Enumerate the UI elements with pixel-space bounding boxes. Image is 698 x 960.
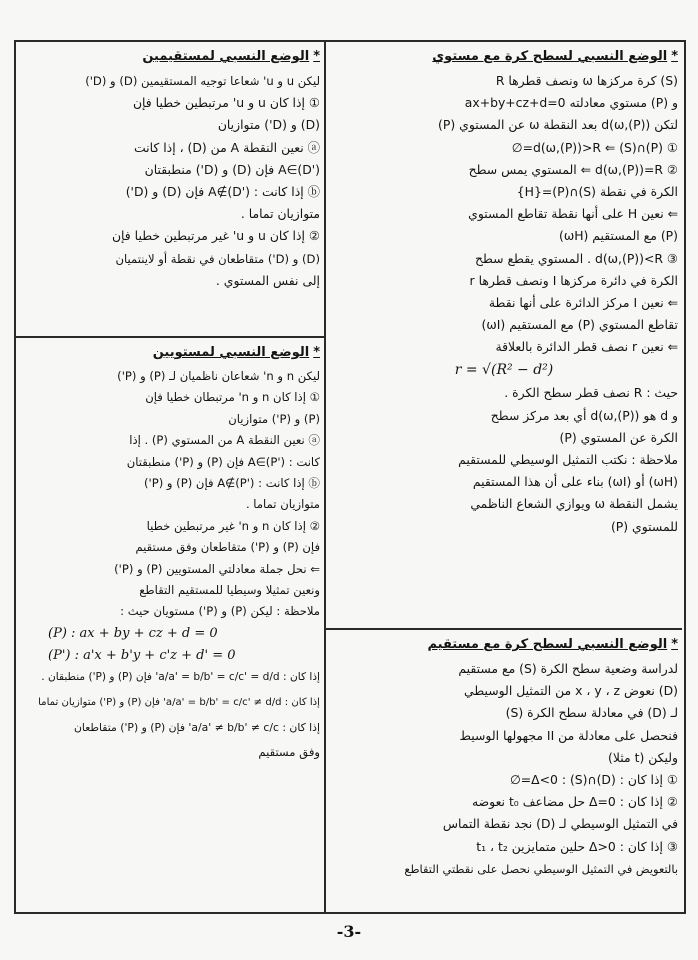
text-line: فإن (P) و (P') متقاطعان وفق مستقيم	[135, 540, 320, 555]
section-title-two-lines: * الوضع النسبي لمستقيمين	[18, 44, 320, 70]
section-title-sphere-line: * الوضع النسبي لسطح كرة مع مستقيم	[330, 632, 678, 658]
text-line: ليكن n و n' شعاعان ناظميان لـ (P) و (P')	[117, 369, 320, 383]
text-line: إلى نفس المستوي .	[215, 272, 320, 288]
text-line: ⓐ نعين النقطة A من المستوي (P) . إذا	[129, 433, 320, 448]
left-column-lower	[18, 340, 320, 910]
radius-formula: r = √(R² − d²)	[454, 362, 554, 379]
text-line: ① d(ω,(P))>R ⇐ (S)∩(P)=∅	[511, 139, 678, 155]
text-line: بالتعويض في التمثيل الوسيطي نحصل على نقطتي التقاطع	[404, 861, 678, 876]
text-line: ③ d(ω,(P))<R . المستوي يقطع سطح	[474, 250, 678, 266]
text-line: A∈(D') فإن (D) و (D') منطبقتان	[144, 161, 320, 177]
condition-line: إذا كان : a/a' = b/b' = c/c' ≠ d/d' فإن (P) و (P') متوازيان تماما	[38, 696, 320, 708]
text-line: متوازيان تماما .	[240, 206, 320, 222]
note-line: ملاحظة : نكتب التمثيل الوسيطي للمستقيم	[458, 452, 678, 467]
right-column-lower	[330, 632, 678, 908]
column-divider	[324, 40, 326, 914]
text-line: ② إذا كان : Δ=0 حل مضاعف t₀ نعوضه	[472, 794, 678, 810]
page-number: -3-	[336, 922, 362, 941]
text-line: لدراسة وضعية سطح الكرة (S) مع مستقيم	[458, 661, 678, 676]
section-title-sphere-plane: * الوضع النسبي لسطح كرة مع مستوي	[330, 44, 678, 70]
text-line: كانت : A∈(P') فإن (P) و (P') منطبقتان	[126, 454, 320, 469]
text-line: ② إذا كان n و n' غير مرتبطين خطيا	[146, 518, 320, 533]
text-line: ⇐ نعين H على أنها نقطة تقاطع المستوي	[468, 206, 678, 222]
text-line: متوازيان تماما .	[245, 497, 320, 512]
text-line: للمستوي (P)	[610, 518, 678, 534]
text-line: (D) نعوض x ، y ، z من التمثيل الوسيطي	[464, 683, 678, 699]
condition-line: وفق مستقيم	[258, 744, 320, 759]
text-line: ③ إذا كان : Δ>0 حلين متمايزين t₁ ، t₂	[476, 838, 678, 854]
text-line: الكرة في دائرة مركزها I ونصف قطرها r	[469, 272, 678, 288]
plane-equation-p-prime: (P') : a'x + b'y + c'z + d' = 0	[48, 647, 236, 663]
plane-equation-p: (P) : ax + by + cz + d = 0	[48, 625, 218, 641]
text-line: ⓐ نعين النقطة A من (D) ، إذا كانت	[134, 139, 320, 155]
text-line: فنحصل على معادلة من II مجهولها الوسيط	[459, 727, 678, 743]
right-column	[330, 44, 678, 628]
right-section-divider	[326, 628, 682, 630]
text-line: الكرة في نقطة (S)∩(P)={H}	[516, 183, 678, 199]
text-line: ونعين تمثيلا وسيطيا للمستقيم التقاطع	[139, 582, 320, 597]
text-line: حيث : R نصف قطر سطح الكرة .	[504, 385, 678, 401]
left-column-upper	[18, 44, 320, 334]
text-line: ② d(ω,(P))=R ⇐ المستوي يمس سطح	[468, 161, 678, 177]
text-line: وليكن (t مثلا)	[608, 749, 678, 765]
text-line: (P) مع المستقيم (ωH)	[558, 228, 678, 244]
text-line: (P) و (P') متوازيان	[228, 411, 320, 426]
text-line: (D) و (D') متوازيان	[217, 117, 320, 133]
text-line: و (P) مستوي معادلته ax+by+cz+d=0	[464, 95, 678, 111]
text-line: و d هو d(ω,(P)) أي بعد مركز سطح	[490, 407, 678, 423]
text-line: ① إذا كان n و n' مرتبطان خطيا فإن	[145, 390, 320, 405]
text-line: لـ (D) في معادلة سطح الكرة (S)	[505, 705, 678, 721]
text-line: ⓑ إذا كانت : A∉(D') فإن (D) و (D')	[125, 183, 320, 199]
left-section-divider	[14, 336, 324, 338]
text-line: ليكن u و u' شعاعا توجيه المستقيمين (D) و (D')	[85, 74, 320, 88]
text-line: في التمثيل الوسيطي لـ (D) نجد نقطة التماس	[442, 816, 678, 832]
text-line: ⓑ إذا كانت : A∉(P') فإن (P) و (P')	[143, 475, 320, 490]
text-line: ⇐ نحل جملة معادلتي المستويين (P) و (P')	[114, 561, 320, 576]
condition-line: إذا كان : a/a' = b/b' = c/c' = d/d' فإن (P) و (P') منطبقان .	[41, 670, 320, 683]
condition-line: إذا كان : a/a' ≠ b/b' ≠ c/c' فإن (P) و (P') متقاطعان	[73, 720, 320, 734]
text-line: ⇐ نعين I مركز الدائرة على أنها نقطة	[488, 294, 678, 310]
text-line: (D) و (D') متقاطعان في نقطة أو لاينتميان	[115, 251, 320, 266]
text-line: (ωH) أو (ωI) بناء على أن هذا المستقيم	[472, 474, 678, 490]
note-line: ملاحظة : ليكن (P) و (P') مستويان حيث :	[120, 604, 320, 619]
text-line: لتكن d(ω,(P)) بعد النقطة ω عن المستوي (P)	[438, 117, 678, 133]
text-line: ① إذا كان u و u' مرتبطين خطيا فإن	[132, 95, 320, 111]
text-line: يشمل النقطة ω ويوازي الشعاع الناظمي	[470, 496, 678, 512]
text-line: (S) كرة مركزها ω ونصف قطرها R	[495, 73, 678, 88]
text-line: تقاطع المستوي (P) مع المستقيم (ωI)	[481, 317, 678, 333]
text-line: الكرة عن المستوي (P)	[559, 429, 678, 445]
section-title-two-planes: * الوضع النسبي لمستويين	[18, 340, 320, 366]
text-line: ① إذا كان : Δ<0 : (S)∩(D)=∅	[509, 771, 678, 787]
text-line: ② إذا كان u و u' غير مرتبطين خطيا فإن	[111, 228, 320, 244]
text-line: ⇐ نعين r نصف قطر الدائرة بالعلاقة	[495, 339, 678, 355]
